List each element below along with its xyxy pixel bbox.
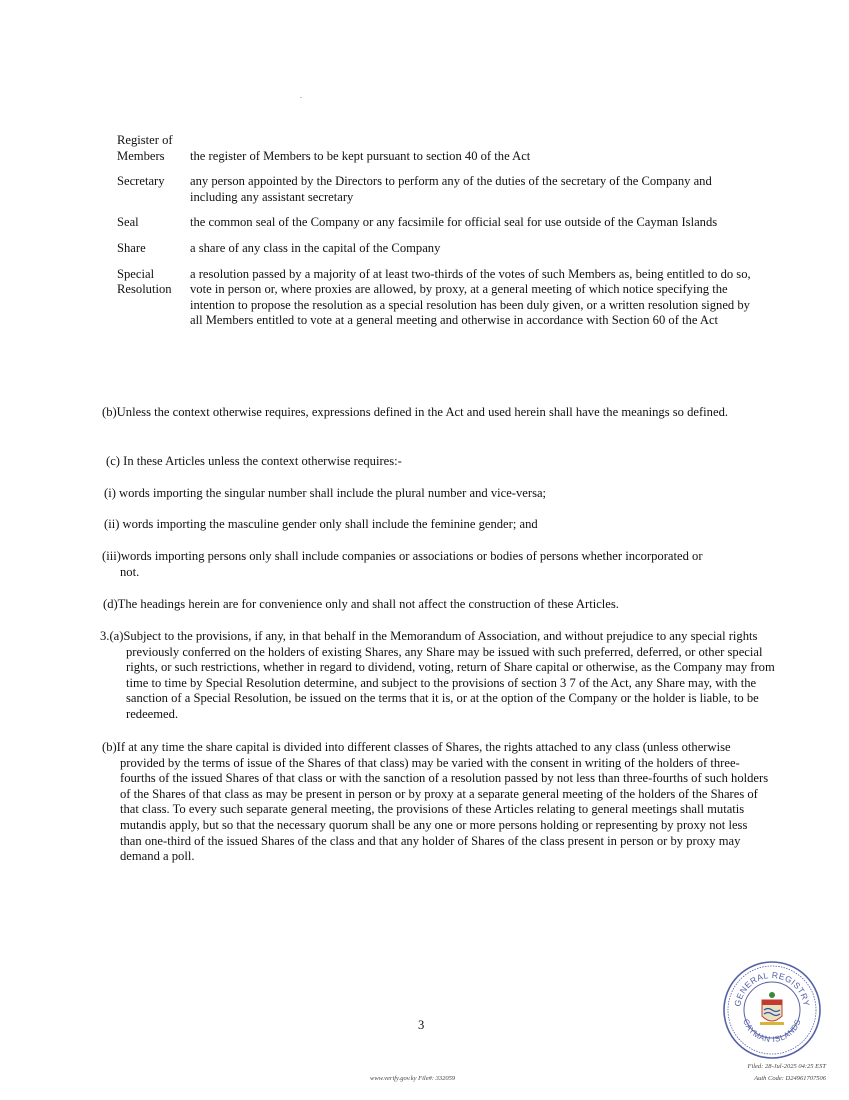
paragraph-i: (i) words importing the singular number shall include the plural number and vice-versa;: [104, 486, 547, 500]
definition-meaning: a share of any class in the capital of the Company: [190, 240, 441, 255]
general-registry-seal: [722, 960, 822, 1060]
definition-term: Special Resolution: [117, 266, 172, 297]
paragraph-b: (b)Unless the context otherwise requires, expressions defined in the Act and used herein shall have the meanings so defined.: [102, 405, 729, 419]
definition-meaning: the register of Members to be kept pursuant to section 40 of the Act: [190, 148, 531, 163]
definition-term: Register of Members: [117, 133, 173, 163]
seal-bottom-text: CAYMAN ISLANDS: [741, 1017, 803, 1045]
paragraph-ii: (ii) words importing the masculine gender only shall include the feminine gender; and: [104, 517, 538, 531]
definition-share: [117, 241, 757, 257]
definition-secretary: [117, 174, 757, 205]
definitions-list: [117, 133, 757, 329]
definition-meaning: any person appointed by the Directors to perform any of the duties of the secretary of the Company and including any assistant secretary: [190, 174, 712, 204]
page-number: 3: [418, 1018, 425, 1032]
definition-term: Secretary: [117, 174, 165, 189]
definition-register-of-members: [117, 133, 757, 164]
definition-seal: [117, 215, 757, 231]
footer-verify: www.verify.gov.ky File#: 332059: [370, 1075, 456, 1082]
definition-term: Seal: [117, 215, 139, 230]
definition-special-resolution: [117, 267, 757, 329]
stray-mark: .: [300, 91, 302, 100]
paragraph-d: (d)The headings herein are for convenience only and shall not affect the construction of these Articles.: [103, 597, 619, 611]
auth-code: Auth Code: D24961707506: [754, 1075, 826, 1082]
filing-stamp: [700, 1061, 826, 1085]
definition-term: Share: [117, 240, 146, 255]
seal-top-text: GENERAL REGISTRY: [732, 969, 812, 1008]
article-3b: (b)If at any time the share capital is divided into different classes of Shares, the rights attached to any class (unless otherwise provided by the terms of issue of the Shares of that class) may be varied with the consent in writing of the holders of three-fourths of the issued Shares of that class or with the sanction of a resolution passed by not less than three-fourths of such holders of the Shares of that class as may be present in person or by proxy at a separate general meeting of the holders of the Shares of that class. To every such separate general meeting, the provisions of these Articles relating to general meetings shall mutatis mutandis apply, but so that the necessary quorum shall be any one or more persons holding or representing by proxy not less than one-third of the issued Shares of the class and that any holder of Shares of the class present in person or by proxy may demand a poll.: [102, 740, 769, 864]
definition-meaning: a resolution passed by a majority of at least two-thirds of the votes of such Members as, being entitled to do so, vote in person or, where proxies are allowed, by proxy, at a general meeting of which notice specifying the intention to propose the resolution as a special resolution has been duly given, or a written resolution signed by all Members entitled to vote at a general meeting and otherwise in accordance with Section 60 of the Act: [190, 266, 751, 328]
definition-meaning: the common seal of the Company or any facsimile for official seal for use outside of the Cayman Islands: [190, 215, 718, 230]
article-3a: 3.(a)Subject to the provisions, if any, in that behalf in the Memorandum of Association, and without prejudice to any special rights previously conferred on the holders of existing Shares, any Share may be issued with such preferred, deferred, or other special rights, or such restrictions, whether in regard to dividend, voting, return of Share capital or otherwise, as the Company may from time to time by Special Resolution determine, and subject to the provisions of section 3 7 of the Act, any Share may, with the sanction of a Special Resolution, be issued on the terms that it is, or at the option of the Company or the holder is liable, to be redeemed.: [100, 629, 775, 721]
paragraph-c: (c) In these Articles unless the context otherwise requires:-: [106, 454, 402, 468]
filed-date: Filed: 28-Jul-2025 04:25 EST: [747, 1063, 826, 1070]
coat-of-arms-icon: [760, 992, 784, 1025]
paragraph-iii: (iii)words importing persons only shall include companies or associations or bodies of persons whether incorporated or not.: [102, 549, 703, 579]
